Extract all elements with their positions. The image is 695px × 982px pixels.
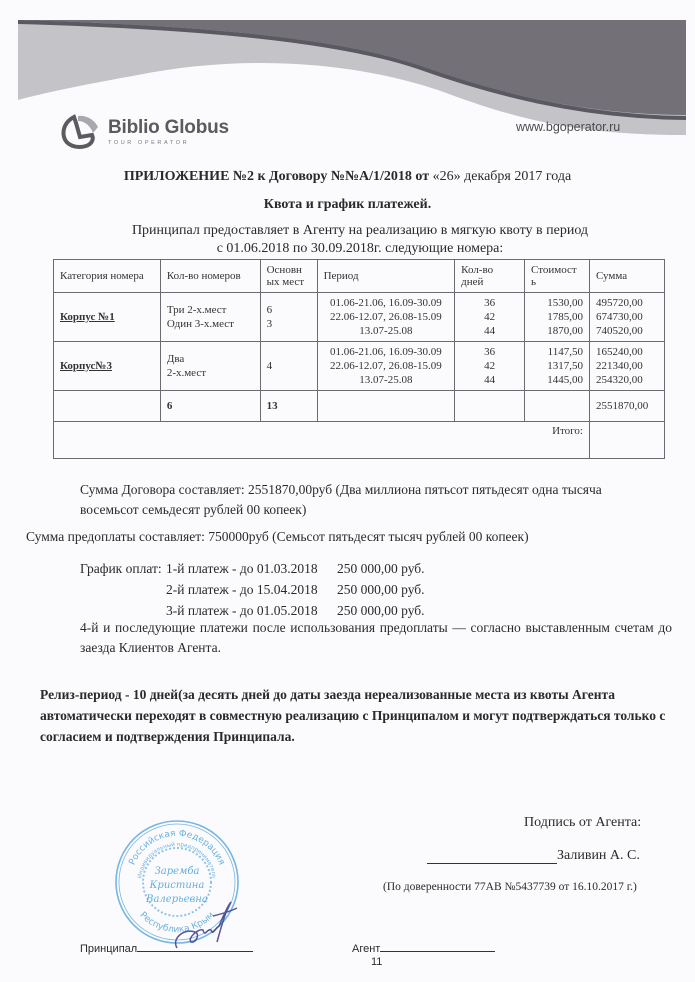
page-number: 11 <box>371 956 383 968</box>
rooms-line: Три 2-х.мест <box>166 304 227 316</box>
price-line: 1317,50 <box>547 360 583 372</box>
total-sum: 2551870,00 <box>589 391 664 422</box>
stamp-inner-text: Индивидуальный предприниматель <box>137 841 217 879</box>
price-line: 1785,00 <box>547 311 583 323</box>
title-bold: ПРИЛОЖЕНИЕ №2 к Договору №№А/1/2018 от <box>123 169 430 184</box>
agent-name: Заливин А. С. <box>557 848 640 863</box>
price-cell <box>525 293 590 342</box>
header-price: Стоимост ь <box>525 260 590 293</box>
period-cell <box>317 293 455 342</box>
proxy-text: (По доверенности 77АВ №5437739 от 16.10.2017 г.) <box>383 881 637 893</box>
agent-signature-field <box>352 940 495 955</box>
rooms-line: 2-х.мест <box>166 367 207 379</box>
sum-line: 254320,00 <box>595 374 643 386</box>
days-line: 42 <box>484 360 496 372</box>
payment-amount: 250 000,00 руб. <box>337 603 425 618</box>
schedule-label: График оплат: <box>80 561 162 576</box>
header-places: Основн ых мест <box>260 260 317 293</box>
prepayment-text: Сумма предоплаты составляет: 750000руб (Семьсот пятьдесят тысяч рублей 00 копеек) <box>26 529 529 544</box>
payment-row <box>80 579 425 600</box>
table-header-row <box>54 260 665 293</box>
quota-table <box>53 259 665 459</box>
further-payments-text: 4-й и последующие платежи после использования предоплаты — согласно выставленным счетам до заезда Клиентов Агента. <box>80 620 672 655</box>
category-cell: Корпус№3 <box>54 342 161 391</box>
period-line: 13.07-25.08 <box>359 374 413 386</box>
price-cell <box>525 342 590 391</box>
total-places: 13 <box>260 391 317 422</box>
payment-row <box>80 558 425 579</box>
places-cell <box>260 293 317 342</box>
rooms-line: Два <box>166 353 185 365</box>
signature-underline <box>427 849 557 864</box>
days-line: 36 <box>484 297 496 309</box>
sum-cell <box>589 342 664 391</box>
days-line: 36 <box>484 346 496 358</box>
agent-signature-blank <box>380 940 495 952</box>
price-line: 1530,00 <box>547 297 583 309</box>
table-row <box>54 293 665 342</box>
stamp-bottom-text: Республика Крым <box>137 910 217 936</box>
principal-signature-field <box>80 940 253 955</box>
logo-name: Biblio Globus <box>108 117 229 138</box>
release-period-text: Релиз-период - 10 дней(за десять дней до даты заезда нереализованные места из квоты Агента автоматически переходят в совместную реализацию с Принципалом и могут подтверждаться только с согласием и подтверждения Принципала. <box>40 687 666 744</box>
company-logo <box>60 113 229 151</box>
empty-cell <box>317 391 455 422</box>
sum-line: 740520,00 <box>595 325 643 337</box>
agent-signature-caption: Подпись от Агента: <box>524 815 642 830</box>
period-line: 22.06-12.07, 26.08-15.09 <box>329 311 442 323</box>
header-rooms: Кол-во номеров <box>160 260 260 293</box>
logo-tagline: TOUR OPERATOR <box>108 140 190 146</box>
payment-schedule <box>80 558 425 621</box>
sum-cell <box>589 293 664 342</box>
price-line: 1870,00 <box>547 325 583 337</box>
stamp-name-line: Кристина <box>149 880 205 891</box>
contract-sum-text: Сумма Договора составляет: 2551870,00руб (Два миллиона пятьсот пятьдесят одна тысяча восемьсот семьдесят рублей 00 копеек) <box>80 482 602 517</box>
sum-line: 674730,00 <box>595 311 643 323</box>
period-line: 01.06-21.06, 16.09-30.09 <box>329 297 442 309</box>
payment-term: 3-й платеж - до 01.05.2018 <box>166 603 318 618</box>
payment-amount: 250 000,00 руб. <box>337 582 425 597</box>
period-line: 22.06-12.07, 26.08-15.09 <box>329 360 442 372</box>
itogo-label: Итого: <box>54 422 590 459</box>
empty-cell <box>455 391 525 422</box>
total-rooms: 6 <box>160 391 260 422</box>
stamp-name-line: Валерьевна <box>146 894 208 905</box>
document-subtitle: Квота и график платежей. <box>263 197 432 212</box>
document-title <box>0 169 695 185</box>
rooms-line: Один 3-х.мест <box>166 318 234 330</box>
header-period: Период <box>317 260 455 293</box>
period-line: 13.07-25.08 <box>359 325 413 337</box>
stamp-name-line: Заремба <box>154 866 200 877</box>
intro-line-2: с 01.06.2018 по 30.09.2018г. следующие номера: <box>216 241 504 256</box>
days-cell <box>455 342 525 391</box>
empty-cell <box>54 391 161 422</box>
title-date: «26» декабря 2017 года <box>432 169 572 184</box>
payment-amount: 250 000,00 руб. <box>337 561 425 576</box>
itogo-row <box>54 422 665 459</box>
globe-logo-icon <box>60 113 102 151</box>
empty-cell <box>525 391 590 422</box>
price-line: 1445,00 <box>547 374 583 386</box>
payment-term: 1-й платеж - до 01.03.2018 <box>166 561 318 576</box>
table-row <box>54 342 665 391</box>
days-cell <box>455 293 525 342</box>
header-category: Категория номера <box>54 260 161 293</box>
itogo-value <box>589 422 664 459</box>
principal-signature-line <box>137 940 253 952</box>
places-cell: 4 <box>260 342 317 391</box>
days-line: 44 <box>484 374 496 386</box>
rooms-cell <box>160 342 260 391</box>
principal-label: Принципал <box>80 943 138 955</box>
places-line: 6 <box>266 304 273 316</box>
sum-line: 495720,00 <box>595 297 643 309</box>
intro-line-1: Принципал предоставляет в Агенту на реализацию в мягкую квоту в период <box>131 223 589 238</box>
days-line: 44 <box>484 325 496 337</box>
agent-label: Агент <box>352 943 381 955</box>
header-days: Кол-во дней <box>455 260 525 293</box>
period-line: 01.06-21.06, 16.09-30.09 <box>329 346 442 358</box>
rooms-cell <box>160 293 260 342</box>
website-link[interactable]: www.bgoperator.ru <box>516 120 621 134</box>
agent-signature-line <box>427 848 640 864</box>
payment-term: 2-й платеж - до 15.04.2018 <box>166 582 318 597</box>
category-cell: Корпус №1 <box>54 293 161 342</box>
days-line: 42 <box>484 311 496 323</box>
price-line: 1147,50 <box>547 346 583 358</box>
header-sum: Сумма <box>589 260 664 293</box>
places-line: 3 <box>266 318 273 330</box>
sum-line: 165240,00 <box>595 346 643 358</box>
intro-text <box>60 222 660 258</box>
sum-line: 221340,00 <box>595 360 643 372</box>
stamp-outer-text: Российская Федерация <box>127 828 227 867</box>
period-cell <box>317 342 455 391</box>
totals-row <box>54 391 665 422</box>
